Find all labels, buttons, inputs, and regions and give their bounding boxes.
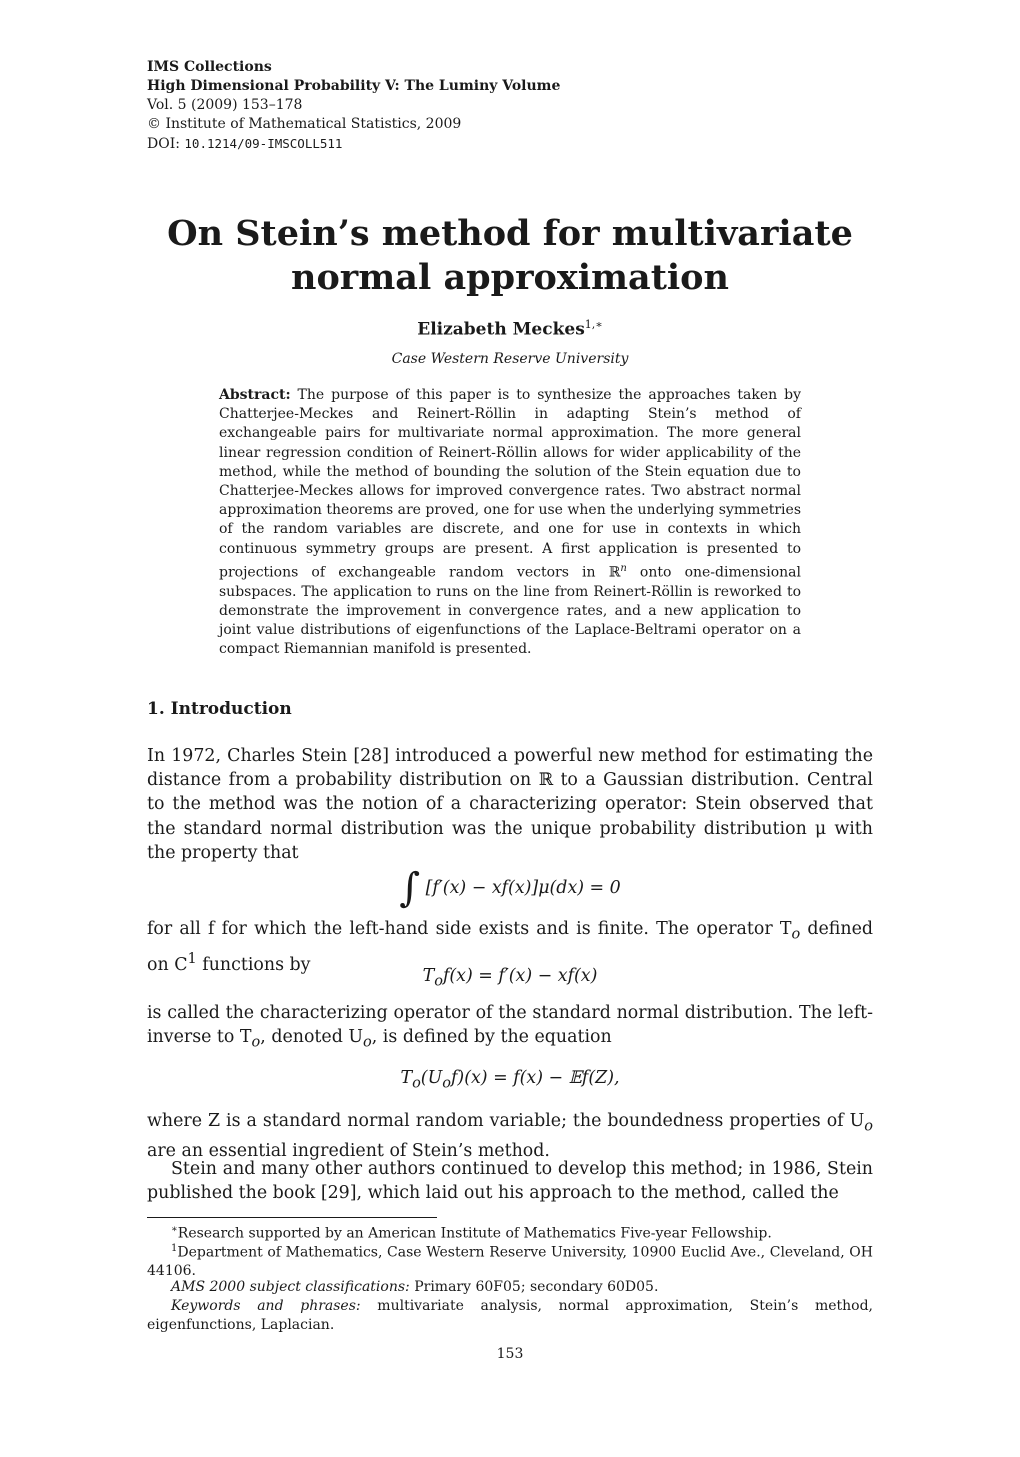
author-marks: 1,∗: [584, 318, 603, 331]
volume-title: High Dimensional Probability V: The Luminy Volume: [147, 78, 561, 94]
abstract-sup: n: [620, 562, 627, 574]
doi-link[interactable]: 10.1214/09-IMSCOLL511: [184, 136, 343, 151]
title-line-1: On Stein’s method for multivariate: [167, 213, 853, 254]
page-number: 153: [496, 1346, 524, 1362]
equation-1: [147, 865, 873, 911]
paragraph-4: where Z is a standard normal random variable; the boundedness properties of $U_o$ are an essential ingredient of Stein’s method.: [147, 1111, 873, 1161]
footnote-1: ∗Research supported by an American Institute of Mathematics Five-year Fellowship.: [171, 1224, 772, 1242]
paragraph-5: Stein and many other authors continued to develop this method; in 1986, Stein published the book [29], which laid out his approach to the method, called the: [147, 1159, 873, 1204]
affiliation: Case Western Reserve University: [391, 351, 629, 367]
equation-2: $T_of(x) = f'(x) - xf(x)$: [422, 966, 598, 990]
ams-classification: AMS 2000 subject classifications: Primary 60F05; secondary 60D05.: [171, 1279, 659, 1295]
journal-header: [147, 58, 560, 154]
abstract-text-1: The purpose of this paper is to synthesize the approaches taken by Chatterjee-Meckes and Reinert-Röllin in adapting Stein’s method of exchangeable pairs for multivariate normal approximation. The more general linear regression condition of Reinert-Röllin allows for wider applicability of the method, while the method of bounding the solution of the Stein equation due to Chatterjee-Meckes allows for improved convergence rates. Two abstract normal approximation theorems are proved, one for use when the underlying symmetries of the random variables are discrete, and one for use in contexts in which continuous symmetry groups are present. A first application is presented to projections of exchangeable random vectors in ℝ: [219, 387, 802, 581]
series-name: IMS Collections: [147, 59, 272, 75]
paper-title: [147, 212, 873, 300]
footnote-rule: [147, 1217, 437, 1218]
doi-label: DOI:: [147, 136, 185, 152]
abstract: [219, 386, 801, 660]
integral-sign: ∫: [399, 865, 421, 911]
copyright-line: © Institute of Mathematical Statistics, 2009: [147, 116, 462, 132]
equation-1-text: [f′(x) − xf(x)]μ(dx) = 0: [425, 878, 621, 898]
volume-pages: Vol. 5 (2009) 153–178: [147, 97, 303, 113]
footnote-2: $^1$Department of Mathematics, Case Western Reserve University, 10900 Euclid Ave., Cleveland, OH 44106.: [147, 1243, 873, 1280]
abstract-text-2: onto one-dimensional subspaces. The application to runs on the line from Reinert-Röllin is reworked to demonstrate the improvement in convergence rates, and a new application to joint value distributions of eigenfunctions of the Laplace-Beltrami operator on a compact Riemannian manifold is presented.: [219, 564, 801, 658]
abstract-label: Abstract:: [219, 387, 291, 403]
section-heading: 1. Introduction: [147, 699, 292, 719]
paragraph-1: In 1972, Charles Stein [28] introduced a powerful new method for estimating the distance from a probability distribution on ℝ to a Gaussian distribution. Central to the method was the notion of a characterizing operator: Stein observed that the standard normal distribution was the unique probability distribution μ with the property that: [147, 746, 873, 863]
author: [147, 318, 873, 340]
author-name: Elizabeth Meckes: [417, 319, 585, 340]
doi-line: [147, 134, 560, 154]
paragraph-2: for all f for which the left-hand side exists and is finite. The operator $T_o$ defined on $C^1$ functions by: [147, 919, 873, 975]
paragraph-3: is called the characterizing operator of the standard normal distribution. The left-inverse to $T_o$, denoted $U_o$, is defined by the equation: [147, 1003, 873, 1051]
equation-3: $T_o(U_of)(x) = f(x)$ − 𝔼f(Z),: [400, 1068, 620, 1092]
title-line-2: normal approximation: [291, 257, 729, 298]
keywords: Keywords and phrases: multivariate analysis, normal approximation, Stein’s method, eigenfunctions, Laplacian.: [147, 1298, 873, 1333]
